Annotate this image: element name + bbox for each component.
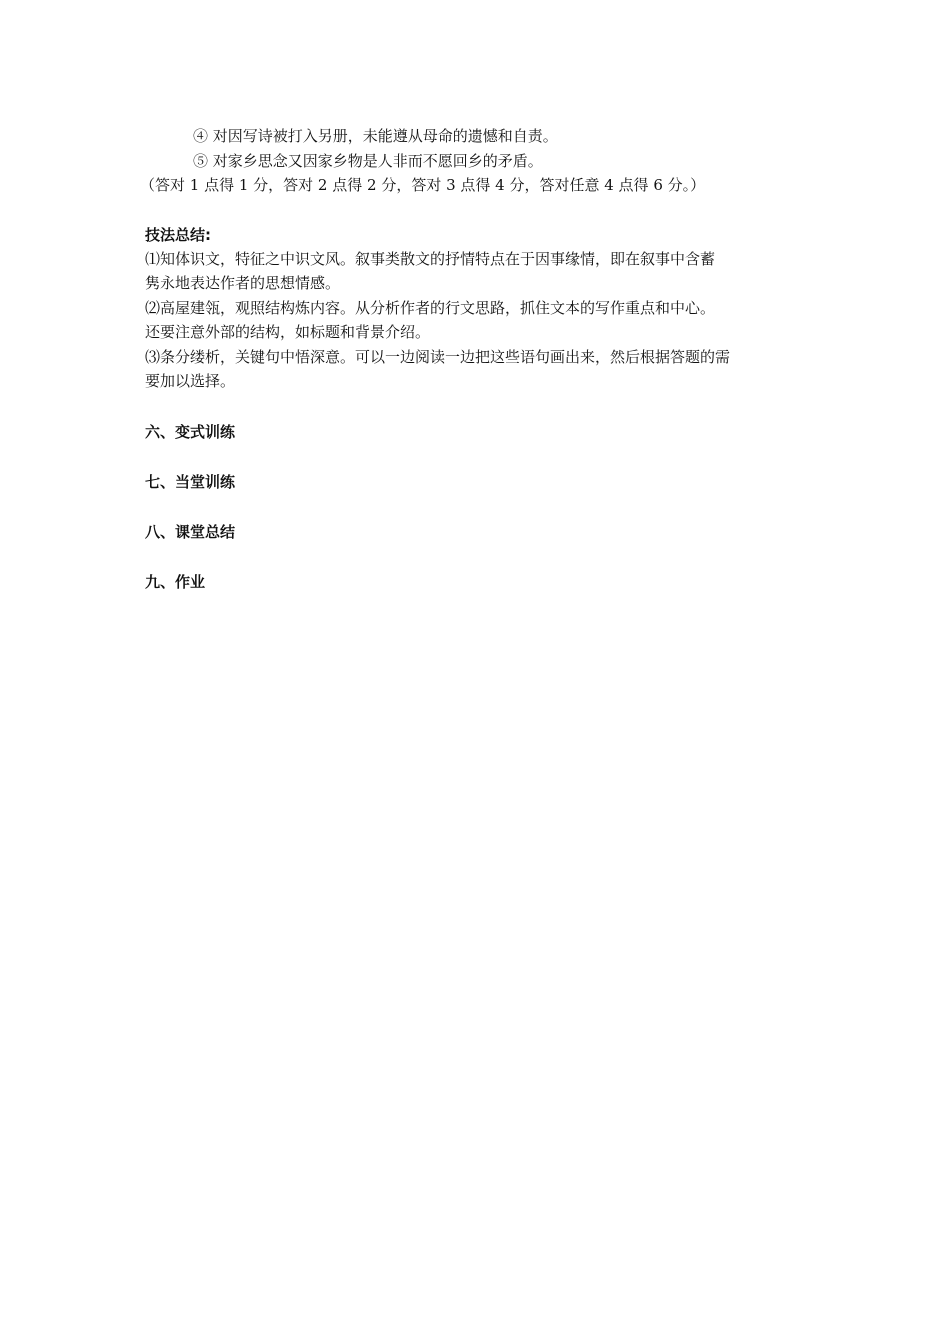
section-variant-training: 六、变式训练 xyxy=(145,422,236,441)
techniques-heading: 技法总结: xyxy=(145,225,211,244)
section-class-summary: 八、课堂总结 xyxy=(145,522,236,541)
document-page xyxy=(140,124,815,620)
technique-2-line-2: 还要注意外部的结构，如标题和背景介绍。 xyxy=(145,323,431,341)
technique-1-line-1: ⑴知体识文，特征之中识文风。叙事类散文的抒情特点在于因事缘情，即在叙事中含蓄 xyxy=(145,249,716,268)
scoring-note: （答对 1 点得 1 分，答对 2 点得 2 分，答对 3 点得 4 分，答对任意 4 点得 6 分。） xyxy=(140,176,706,194)
technique-3-line-2: 要加以选择。 xyxy=(145,372,236,390)
answer-point-5: ⑤ 对家乡思念又因家乡物是人非而不愿回乡的矛盾。 xyxy=(193,151,543,170)
answer-point-4: ④ 对因写诗被打入另册，未能遵从母命的遗憾和自责。 xyxy=(193,127,558,145)
technique-3-line-1: ⑶条分缕析，关键句中悟深意。可以一边阅读一边把这些语句画出来，然后根据答题的需 xyxy=(145,347,731,366)
section-in-class-training: 七、当堂训练 xyxy=(145,472,236,491)
technique-2-line-1: ⑵高屋建瓴，观照结构炼内容。从分析作者的行文思路，抓住文本的写作重点和中心。 xyxy=(145,298,716,317)
technique-1-line-2: 隽永地表达作者的思想情感。 xyxy=(145,274,341,292)
section-homework: 九、作业 xyxy=(145,572,206,591)
